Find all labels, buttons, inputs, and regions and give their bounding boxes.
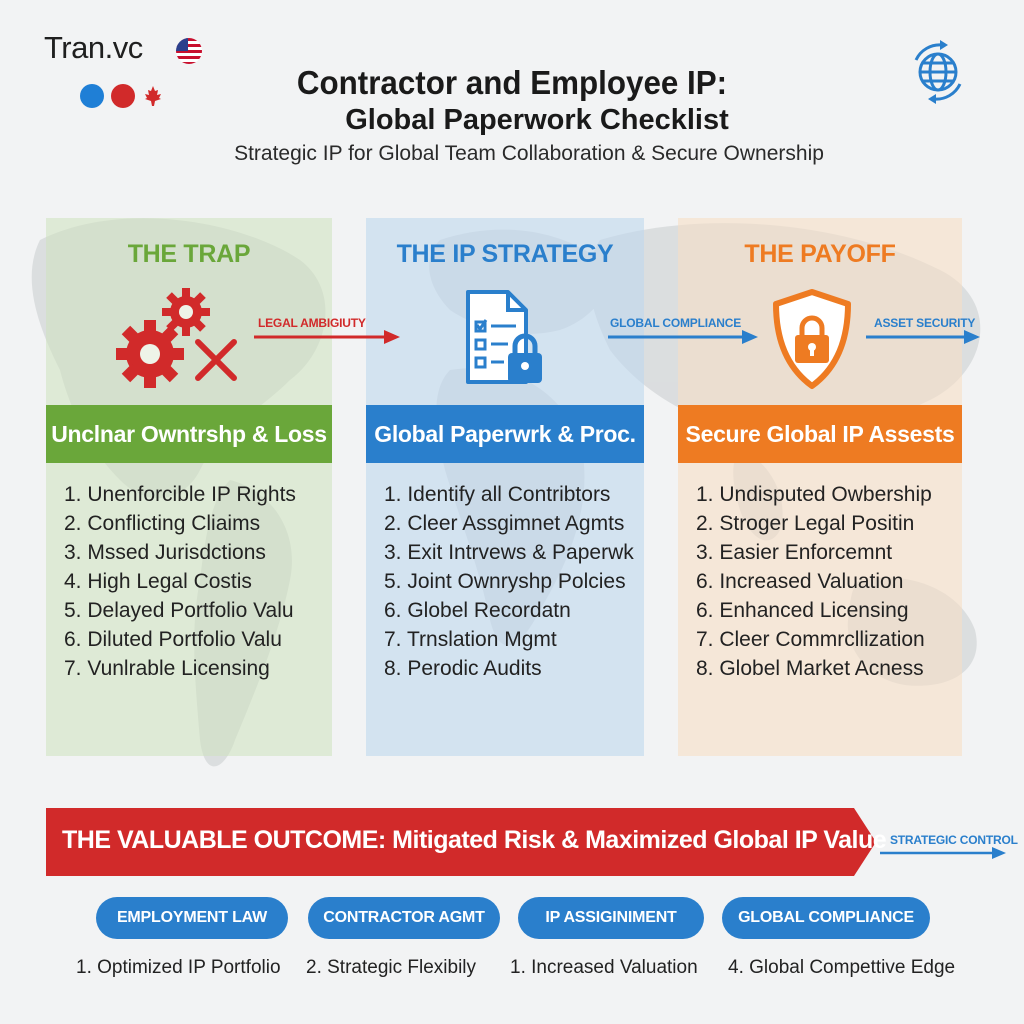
us-flag-icon	[176, 38, 202, 64]
x-mark-icon	[192, 336, 240, 384]
list-item: 4. High Legal Costis	[64, 570, 252, 593]
shield-lock-icon	[770, 288, 854, 390]
list-item: 8. Perodic Audits	[384, 657, 542, 680]
global-compliance-label: GLOBAL COMPLIANCE	[610, 316, 742, 330]
trap-list	[64, 480, 296, 683]
list-item: 6. Increased Valuation	[696, 570, 904, 593]
list-item: 1. Undisputed Owbership	[696, 483, 932, 506]
page-title-line1: Contractor and Employee IP:	[296, 64, 728, 101]
list-item: 1. Unenforcible IP Rights	[64, 483, 296, 506]
list-item: 3. Mssed Jurisdctions	[64, 541, 266, 564]
strategy-column	[366, 218, 644, 756]
list-item: 7. Trnslation Mgmt	[384, 628, 557, 651]
pill-global-compliance: GLOBAL COMPLIANCE	[722, 897, 930, 939]
page-title-line2: Global Paperwork Checklist	[345, 104, 729, 136]
list-item: 7. Vunlrable Licensing	[64, 657, 270, 680]
pill-ip-assignment: IP ASSIGINIMENT	[518, 897, 704, 939]
trap-column	[46, 218, 332, 756]
list-item: 6. Enhanced Licensing	[696, 599, 909, 622]
strategic-control-label: STRATEGIC CONTROL	[890, 833, 1018, 847]
trap-band: Unclnar Owntrshp & Loss	[46, 405, 332, 463]
list-item: 5. Joint Ownryshp Polcies	[384, 570, 626, 593]
payoff-band: Secure Global IP Assests	[678, 405, 962, 463]
payoff-title: THE PAYOFF	[744, 240, 896, 268]
pill-employment-law: EMPLOYMENT LAW	[96, 897, 288, 939]
pill-contractor-agmt: CONTRACTOR AGMT	[308, 897, 500, 939]
bottom-item-3: 1. Increased Valuation	[510, 957, 698, 978]
payoff-column	[678, 218, 962, 756]
list-item: 2. Conflicting Cliaims	[64, 512, 261, 535]
list-item: 8. Globel Market Acness	[696, 657, 924, 680]
list-item: 5. Delayed Portfolio Valu	[64, 599, 294, 622]
brand-name: Tran.vc	[44, 30, 143, 65]
page-subtitle: Strategic IP for Global Team Collaboration & Secure Ownership	[234, 142, 824, 165]
payoff-list	[696, 480, 932, 683]
legal-ambiguity-arrow	[254, 328, 402, 346]
asset-security-arrow	[866, 328, 982, 346]
strategy-title: THE IP STRATEGY	[396, 240, 614, 268]
strategy-band: Global Paperwrk & Proc.	[366, 405, 644, 463]
outcome-text: THE VALUABLE OUTCOME: Mitigated Risk & Maximized Global IP Value	[62, 826, 887, 854]
list-item: 3. Easier Enforcemnt	[696, 541, 893, 564]
legal-ambiguity-label: LEGAL AMBIGIUTY	[258, 316, 366, 330]
list-item: 3. Exit Intrvews & Paperwk	[384, 541, 634, 564]
list-item: 2. Cleer Assgimnet Agmts	[384, 512, 625, 535]
list-item: 6. Diluted Portfolio Valu	[64, 628, 282, 651]
bottom-item-2: 2. Strategic Flexibily	[306, 957, 477, 978]
bottom-item-1: 1. Optimized IP Portfolio	[76, 957, 281, 978]
checklist-document-icon	[462, 288, 548, 392]
list-item: 2. Stroger Legal Positin	[696, 512, 915, 535]
global-compliance-arrow	[608, 328, 760, 346]
bottom-item-4: 4. Global Compettive Edge	[728, 957, 956, 978]
list-item: 1. Identify all Contribtors	[384, 483, 611, 506]
asset-security-label: ASSET SECURITY	[874, 316, 976, 330]
strategic-control-arrow	[880, 846, 1010, 860]
trap-title: THE TRAP	[127, 240, 251, 268]
list-item: 6. Globel Recordatn	[384, 599, 571, 622]
strategy-list	[384, 480, 634, 683]
list-item: 7. Cleer Commrcllization	[696, 628, 925, 651]
